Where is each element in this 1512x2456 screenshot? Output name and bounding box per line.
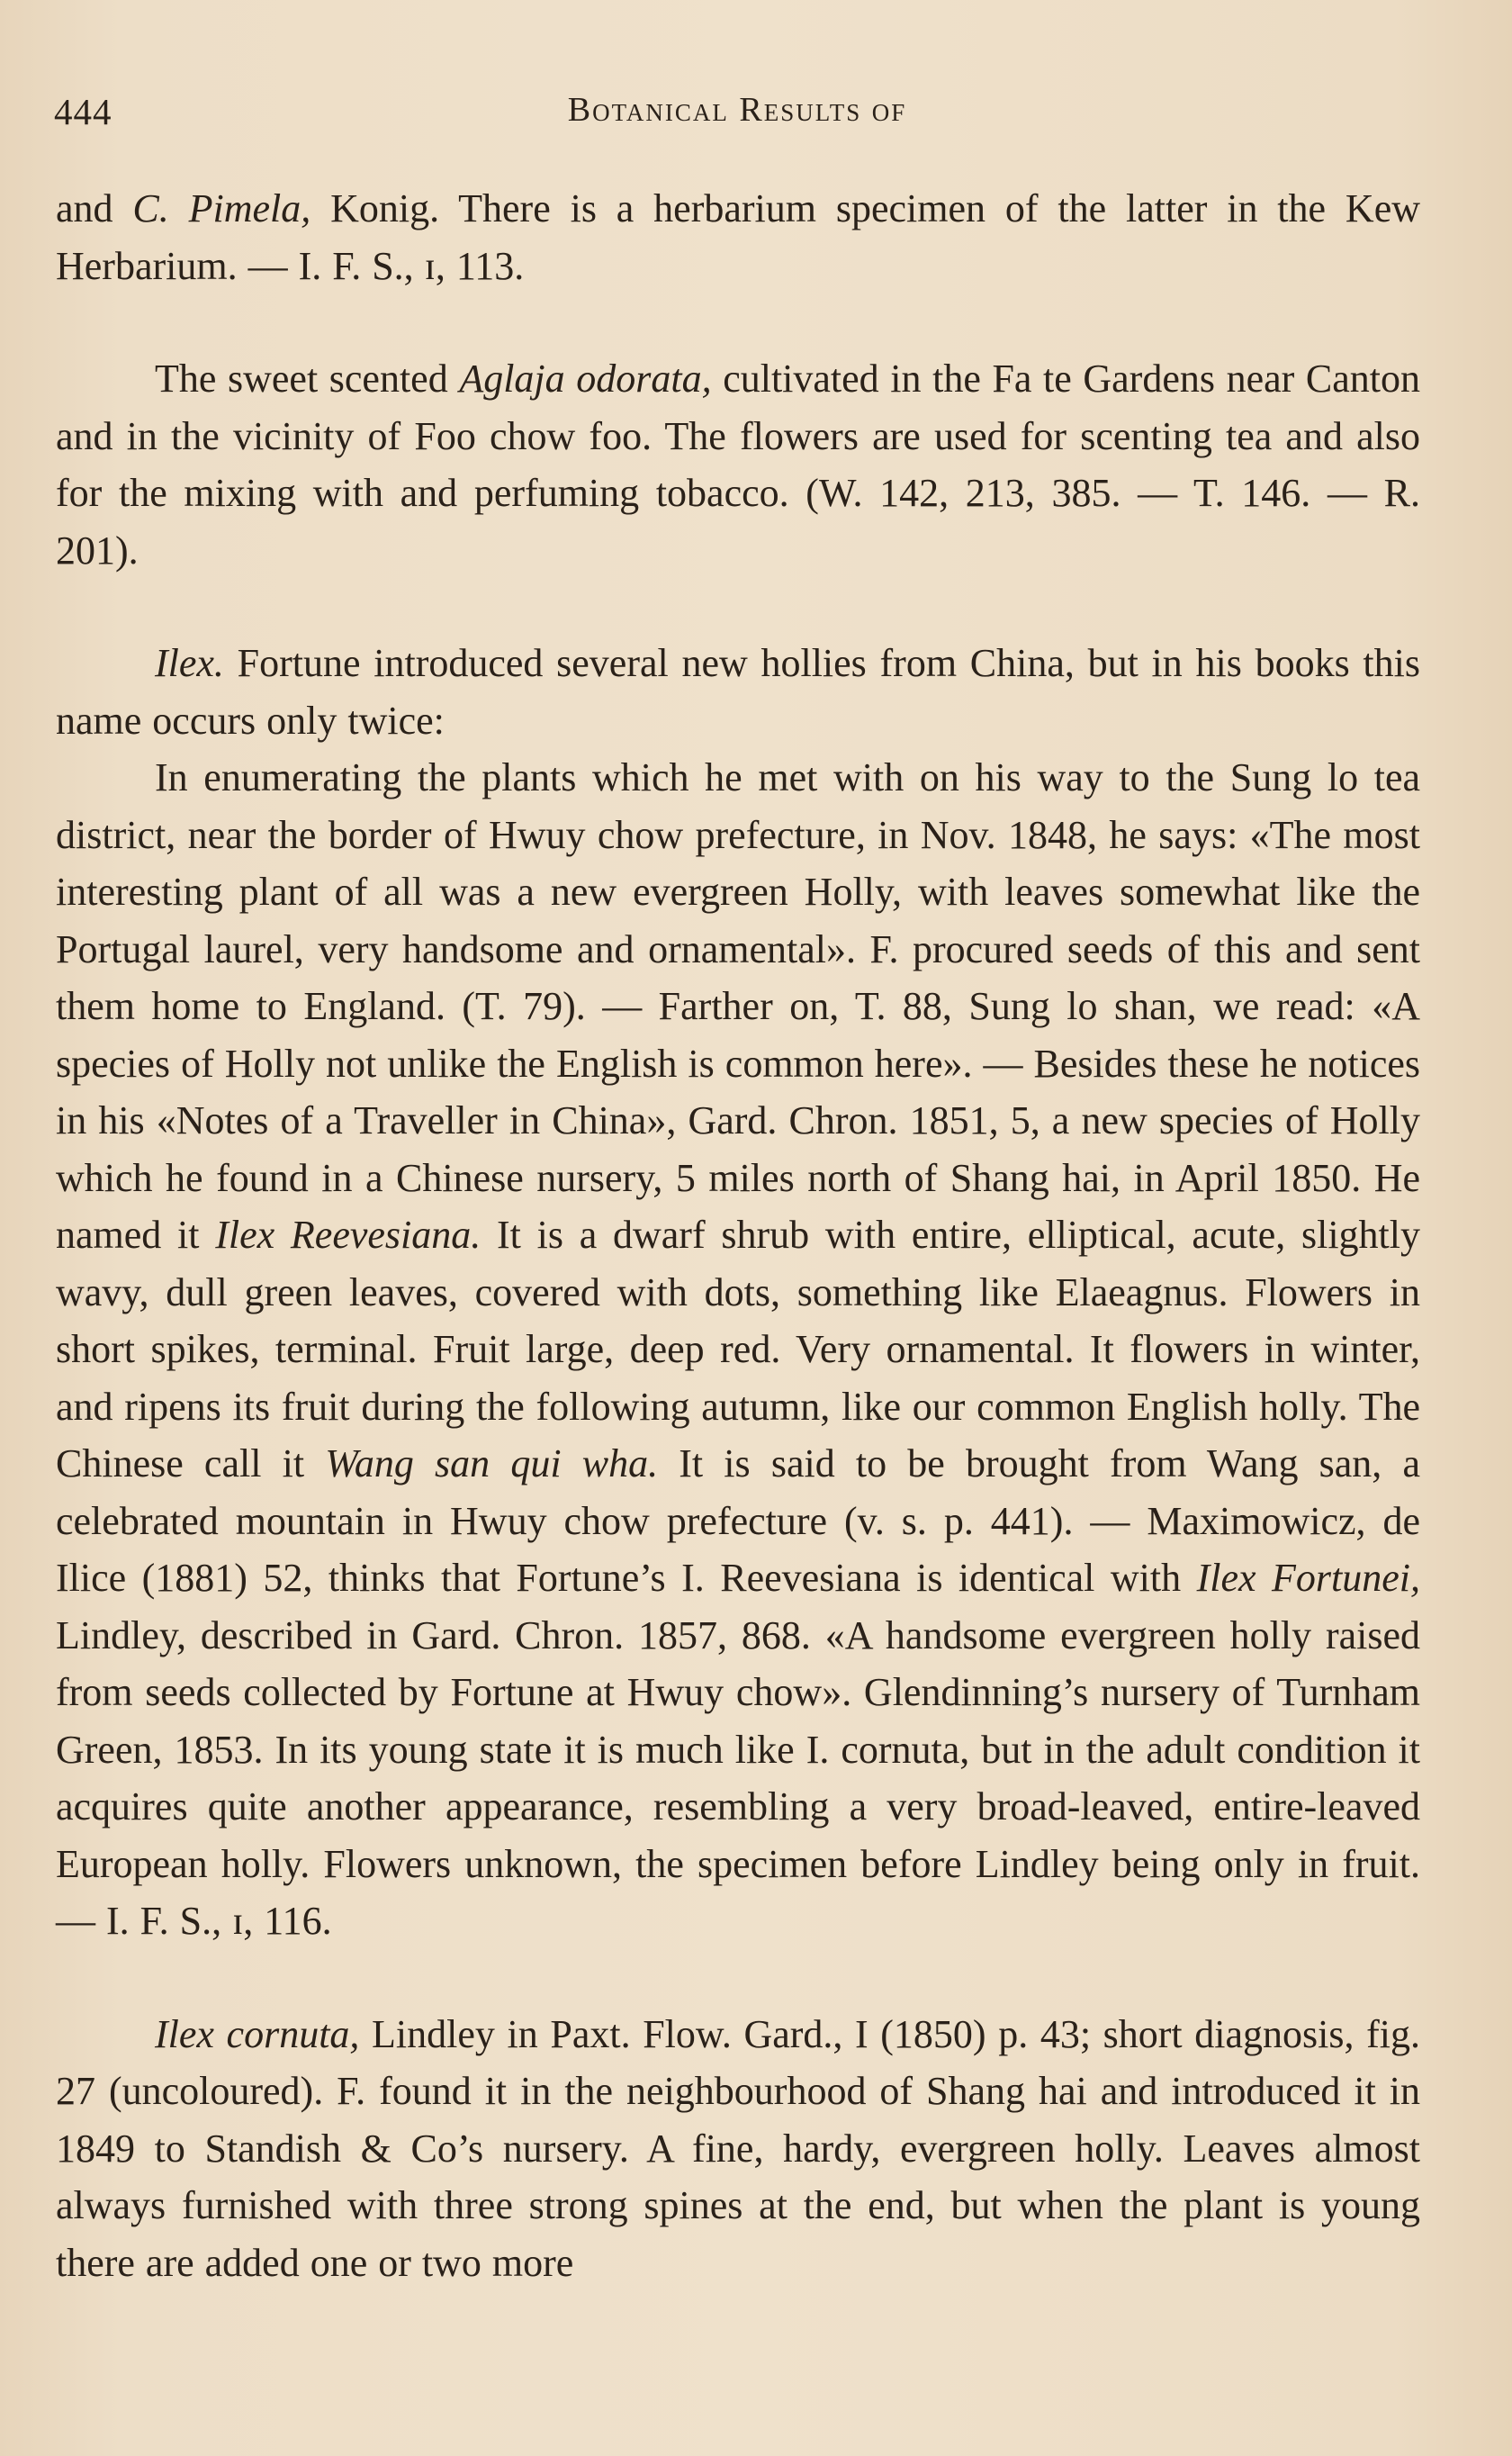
paragraph-gap <box>56 1950 1420 2006</box>
text-run: Konig. There is a herbarium specimen of the latter in the Kew Herbarium. — I. F. S., ɪ, 113. <box>56 186 1420 288</box>
chinese-name: Wang san qui wha. <box>325 1441 659 1485</box>
text-run: In enumerating the plants which he met with on his way to the Sung lo tea district, near the border of Hwuy chow prefecture, in Nov. 1848, he says: «The most interesting plant of all was a new evergreen Holly, with leaves somewhat like the Portugal laurel, very handsome and ornamental». F. procured seeds of this and sent them home to England. (T. 79). — Farther on, T. 88, Sung lo shan, we read: «A species of Holly not unlike the English is common here». — Besides these he notices in his «Notes of a Traveller in China», Gard. Chron. 1851, 5, a new species of Holly which he found in a Chinese nursery, 5 miles north of Shang hai, in April 1850. He named it <box>56 755 1420 1257</box>
body-text <box>56 180 1420 2291</box>
text-run: Fortune introduced several new hollies from China, but in his books this name occurs only twice: <box>56 641 1420 743</box>
running-title: Botanical Results of <box>567 91 907 129</box>
species-name: Ilex cornuta, <box>155 2011 360 2056</box>
species-name: Ilex Fortunei, <box>1196 1556 1420 1600</box>
page-number: 444 <box>54 91 112 132</box>
paragraph-ilex-intro <box>56 635 1420 749</box>
paragraph-gap <box>56 579 1420 635</box>
text-run: Lindley, described in Gard. Chron. 1857, 868. «A handsome evergreen holly raised from seeds collected by Fortune at Hwuy chow». Glendinning’s nursery of Turnham Green, 1853. In its young state it is much like I. cornuta, but in the adult condition it acquires quite another appearance, resembling a very broad-leaved, entire-leaved European holly. Flowers unknown, the specimen before Lindley being only in fruit. — I. F. S., ɪ, 116. <box>56 1612 1420 1943</box>
paragraph-ilex-reevesiana <box>56 749 1420 1950</box>
species-name: Ilex Reevesiana. <box>215 1213 482 1257</box>
paragraph-pimela <box>56 180 1420 294</box>
text-run: It is a dwarf shrub with entire, elliptical, acute, slightly wavy, dull green leaves, covered with dots, something like Elaeagnus. Flowers in short spikes, terminal. Fruit large, deep red. Very ornamental. It flowers in winter, and ripens its fruit during the following autumn, like our common English holly. The Chinese call it <box>56 1213 1421 1485</box>
text-run: and <box>56 186 133 230</box>
text-run: Lindley in Paxt. Flow. Gard., I (1850) p. 43; short diagnosis, fig. 27 (uncoloured). F. found it in the neighbourhood of Shang hai and introduced it in 1849 to Standish & Co’s nursery. A fine, hardy, evergreen holly. Leaves almost always furnished with three strong spines at the end, but when the plant is young there are added one or two more <box>56 2011 1420 2285</box>
text-run: cultivated in the Fa te Gardens near Canton and in the vicinity of Foo chow foo. The flowers are used for scenting tea and also for the mixing with and perfuming tobacco. (W. 142, 213, 385. — T. 146. — R. 201). <box>56 357 1420 573</box>
paragraph-aglaja <box>56 350 1420 579</box>
text-run: It is said to be brought from Wang san, a celebrated mountain in Hwuy chow prefecture (v. s. p. 441). — Maximowicz, de Ilice (1881) 52, thinks that Fortune’s I. Reevesiana is identical with <box>56 1441 1420 1600</box>
running-head <box>54 90 1420 144</box>
text-run: The sweet scented <box>155 357 460 401</box>
paragraph-gap <box>56 294 1420 350</box>
species-name: C. Pimela, <box>132 186 311 230</box>
paragraph-ilex-cornuta <box>56 2006 1420 2292</box>
species-name: Aglaja odorata, <box>459 357 712 401</box>
genus-name: Ilex. <box>155 641 224 685</box>
